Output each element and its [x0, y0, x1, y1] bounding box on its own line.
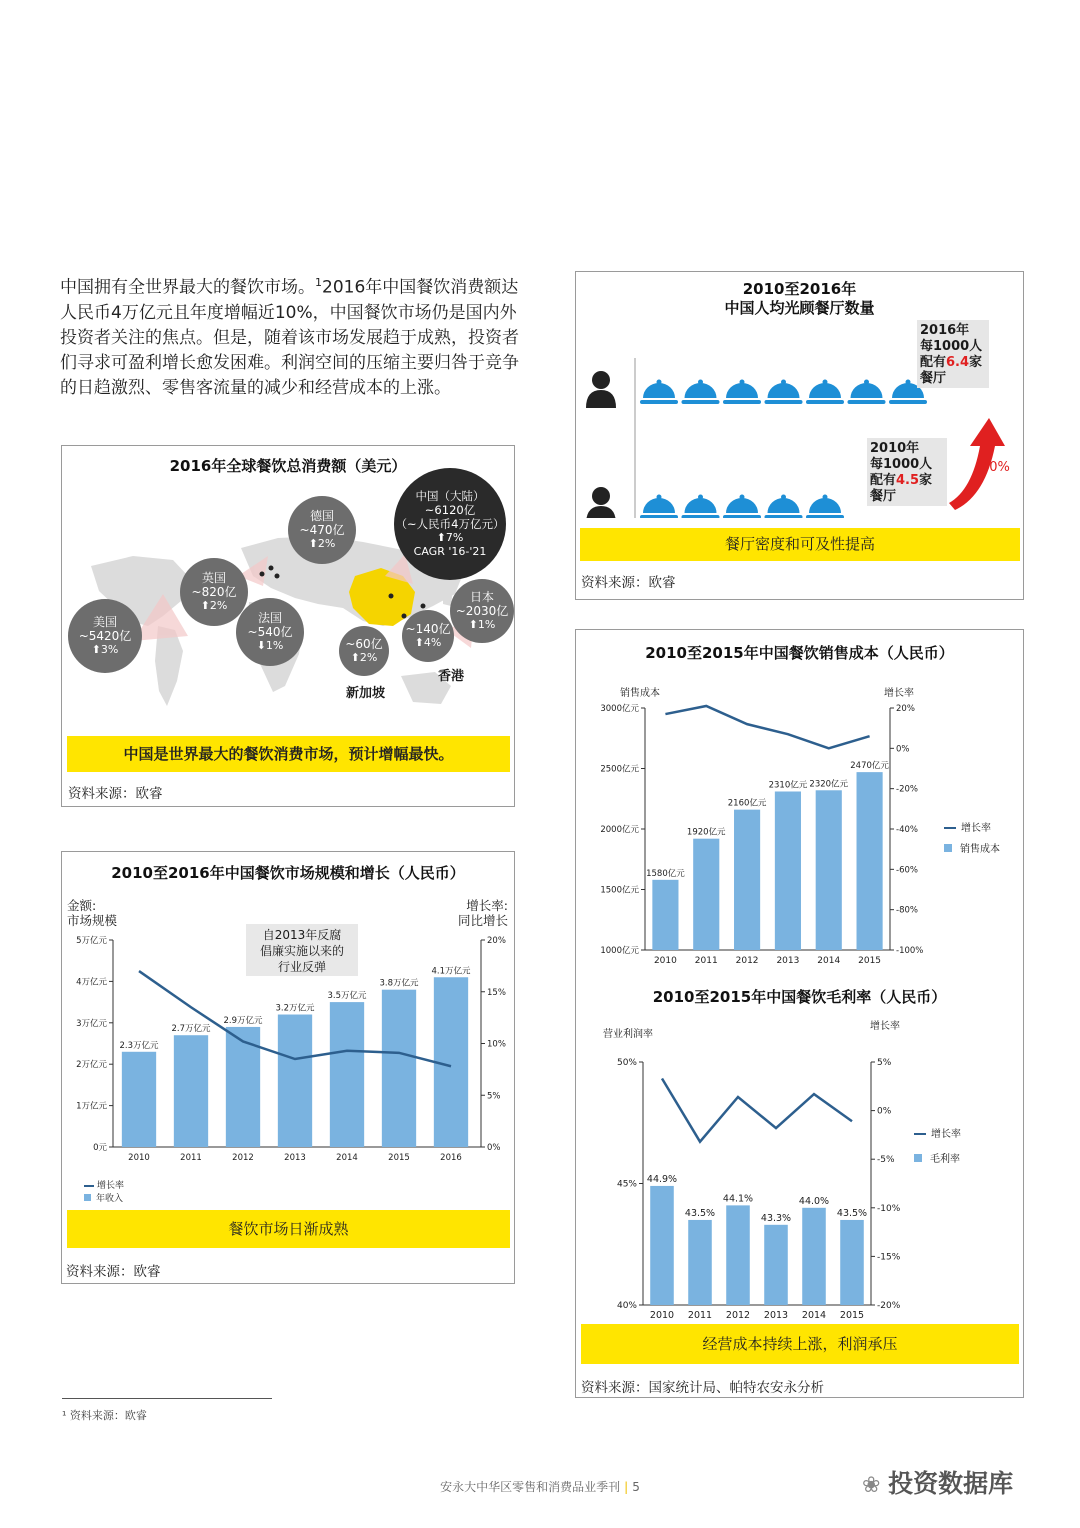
- label-hongkong: 香港: [438, 669, 465, 684]
- global-map-panel: [61, 445, 515, 807]
- bar-2011: [174, 1035, 208, 1147]
- x-tick-label-2015: 2015: [388, 1153, 410, 1163]
- bubble-3-change: ⬆2%: [308, 537, 336, 550]
- right-tick-label: 0%: [487, 1143, 501, 1153]
- right-tick-label: -100%: [896, 946, 924, 956]
- bar-2012: [726, 1205, 750, 1305]
- cost-legend-line-swatch: [944, 827, 956, 829]
- density-source: 资料来源：欧睿: [581, 575, 676, 591]
- intro-text-1: 中国拥有全世界最大的餐饮市场。: [60, 277, 315, 298]
- right-tick-label: 5%: [487, 1091, 501, 1102]
- bar-2011: [693, 839, 719, 950]
- bar-2014: [802, 1208, 826, 1305]
- bar-label-2013: 3.2万亿元: [275, 1003, 315, 1014]
- cloche-icon-2016-2-plate: [723, 400, 761, 404]
- market-legend-line: 增长率: [97, 1181, 125, 1191]
- bubble-5-value: ~2030亿: [455, 604, 509, 618]
- right-tick-label: -40%: [896, 825, 918, 835]
- bubble-2-name: 法国: [257, 611, 282, 625]
- x-tick-label-2014: 2014: [801, 1310, 827, 1320]
- watermark-icon: ❀: [862, 1473, 889, 1498]
- intro-paragraph: [60, 270, 520, 401]
- x-tick-label-2012: 2012: [725, 1310, 751, 1320]
- box-2010-unit: 家: [919, 473, 933, 488]
- right-tick-label: 0%: [896, 744, 910, 755]
- growth-line: [665, 706, 869, 748]
- left-tick-label: 2万亿元: [76, 1060, 107, 1071]
- margin-legend-bar-swatch: [914, 1154, 922, 1162]
- box-2016-unit: 家: [969, 355, 983, 370]
- bar-2013: [278, 1015, 312, 1147]
- bar-2014: [330, 1002, 364, 1147]
- bar-label-2016: 4.1万亿元: [431, 966, 471, 977]
- bubble-2: [236, 598, 304, 666]
- x-tick-label-2013: 2013: [776, 956, 800, 966]
- person-icon-2016-head: [592, 371, 610, 389]
- cost-legend-bar: 销售成本: [960, 844, 1000, 855]
- bar-label-2011: 43.5%: [684, 1207, 716, 1219]
- cloche-icon-2010-1-plate: [682, 515, 720, 518]
- bubble-0-value: ~5420亿: [78, 629, 132, 643]
- legend-line-swatch: [84, 1185, 94, 1187]
- box-2016-have: 配有: [920, 355, 947, 370]
- bubble-6-change: ⬆2%: [350, 651, 378, 664]
- cost-chart-title: 2010至2015年中国餐饮销售成本（人民币）: [645, 644, 954, 662]
- margin-chart-title: 2010至2015年中国餐饮毛利率（人民币）: [652, 988, 947, 1006]
- footer-title: 安永大中华区零售和消费品业季刊: [440, 1480, 621, 1494]
- box-2016-year: 2016年: [920, 323, 970, 338]
- right-tick-label: 10%: [487, 1039, 506, 1050]
- right-tick-label: -15%: [877, 1252, 901, 1263]
- box-2010-per: 每1000人: [870, 457, 933, 472]
- bubble-7-value: ~140亿: [405, 622, 451, 636]
- cloche-icon-2016-2-dome: [726, 383, 758, 398]
- bar-label-2010: 1580亿元: [646, 868, 685, 879]
- cloche-icon-2010-2-dome: [726, 498, 758, 513]
- margin-banner: 经营成本持续上涨，利润承压: [581, 1324, 1019, 1364]
- bubble-7: [402, 610, 454, 662]
- cloche-icon-2016-1-plate: [682, 400, 720, 404]
- cloche-icon-2016-5-plate: [848, 400, 886, 404]
- cloche-icon-2016-3-plate: [765, 400, 803, 404]
- bar-label-2015: 3.8万亿元: [379, 978, 419, 989]
- bubble-3: [288, 496, 356, 564]
- cloche-icon-2016-4-plate: [806, 400, 844, 404]
- market-left-axis-title: [67, 898, 117, 928]
- right-tick-label: 0%: [877, 1106, 892, 1117]
- bubble-2-value: ~540亿: [247, 625, 293, 639]
- left-tick-label: 40%: [616, 1301, 637, 1311]
- box-2010-year: 2010年: [870, 441, 920, 456]
- bubble-4-change: ⬆7%: [436, 531, 464, 544]
- right-tick-label: -5%: [877, 1155, 895, 1166]
- cloche-icon-2010-2-plate: [723, 515, 761, 518]
- person-icon-2010-head: [592, 487, 610, 505]
- footnote-ref: 1: [315, 276, 322, 289]
- margin-legend: [914, 1122, 961, 1172]
- bar-2015: [857, 772, 883, 950]
- market-right-axis-title: [458, 898, 508, 928]
- cloche-icon-2010-3-plate: [765, 515, 803, 518]
- bar-label-2012: 2.9万亿元: [223, 1015, 263, 1026]
- margin-legend-bar: 毛利率: [930, 1154, 960, 1165]
- left-tick-label: 3万亿元: [76, 1018, 107, 1029]
- left-tick-label: 45%: [616, 1179, 637, 1190]
- footnote-rule: [62, 1398, 272, 1399]
- label-singapore: 新加坡: [346, 686, 386, 701]
- cloche-icon-2010-0-plate: [640, 515, 678, 518]
- market-chart: [63, 932, 513, 1232]
- market-chart-title: 2010至2016年中国餐饮市场规模和增长（人民币）: [111, 864, 465, 882]
- bubble-5-change: ⬆1%: [468, 618, 496, 631]
- watermark-text: 投资数据库: [888, 1469, 1014, 1498]
- cloche-icon-2016-0-dome: [643, 383, 675, 398]
- box-2010-noun: 餐厅: [870, 489, 897, 504]
- bar-label-2013: 43.3%: [760, 1212, 792, 1224]
- bar-2010: [652, 880, 678, 950]
- market-banner: 餐饮市场日渐成熟: [67, 1210, 510, 1248]
- bubble-1-name: 英国: [201, 571, 226, 585]
- x-tick-label-2012: 2012: [232, 1153, 254, 1163]
- density-title: [576, 280, 1023, 318]
- left-tick-label: 3000亿元: [600, 704, 639, 714]
- cost-legend: [944, 818, 1000, 860]
- density-panel: [575, 271, 1024, 600]
- x-tick-label-2010: 2010: [128, 1153, 150, 1163]
- cost-legend-bar-swatch: [944, 844, 952, 852]
- bar-label-2012: 44.1%: [722, 1193, 754, 1205]
- market-right-axis-title-2: 同比增长: [457, 913, 508, 928]
- bar-2010: [650, 1186, 674, 1305]
- bar-2014: [816, 790, 842, 950]
- bubble-1: [180, 558, 248, 626]
- left-tick-label: 1000亿元: [600, 946, 639, 956]
- density-title-1: 2010至2016年: [742, 280, 857, 298]
- cost-legend-line: 增长率: [961, 823, 991, 834]
- x-tick-label-2011: 2011: [180, 1153, 202, 1163]
- bubble-6: [339, 626, 389, 676]
- bubble-0: [68, 599, 142, 673]
- global-map-banner: 中国是世界最大的餐饮消费市场，预计增幅最快。: [67, 736, 510, 772]
- cost-left-axis-title: 销售成本: [620, 688, 660, 699]
- box-2010: [867, 438, 947, 506]
- x-tick-label-2012: 2012: [735, 956, 759, 966]
- legend-bar-swatch: [84, 1194, 91, 1201]
- bubble-4-name: 中国（大陆）: [415, 489, 485, 503]
- bubble-4-cagr: CAGR '16-'21: [413, 545, 487, 558]
- box-2010-have: 配有: [870, 473, 897, 488]
- bar-label-2014: 3.5万亿元: [327, 991, 367, 1002]
- bar-label-2014: 44.0%: [798, 1195, 830, 1207]
- x-tick-label-2014: 2014: [817, 956, 841, 966]
- bubble-3-value: ~470亿: [299, 523, 345, 537]
- x-tick-label-2013: 2013: [284, 1153, 306, 1163]
- cloche-icon-2016-5-dome: [851, 383, 883, 398]
- bar-label-2015: 43.5%: [836, 1207, 868, 1219]
- person-icon-2016-body: [586, 390, 616, 408]
- market-callout-line-1: 自2013年反腐: [262, 928, 342, 942]
- left-tick-label: 1500亿元: [600, 885, 639, 896]
- bubble-3-name: 德国: [309, 509, 334, 523]
- bubble-4-value: ~6120亿: [424, 503, 476, 517]
- market-left-axis-title-1: 金额:: [67, 898, 97, 913]
- left-tick-label: 0元: [93, 1143, 107, 1153]
- box-2016-noun: 餐厅: [920, 371, 947, 386]
- market-legend-bar: 年收入: [96, 1194, 124, 1204]
- bubble-1-value: ~820亿: [191, 585, 237, 599]
- bubble-4: [394, 468, 506, 580]
- box-2016-value: 6.4: [946, 355, 970, 370]
- density-banner: 餐厅密度和可及性提高: [580, 528, 1020, 561]
- left-tick-label: 2000亿元: [600, 825, 639, 835]
- x-tick-label-2010: 2010: [653, 956, 677, 966]
- x-tick-label-2015: 2015: [858, 956, 882, 966]
- bubble-5: [450, 579, 514, 643]
- person-icon-2010-body: [586, 506, 616, 518]
- cloche-icon-2010-4-plate: [806, 515, 844, 518]
- cloche-icon-2010-4-dome: [809, 498, 841, 513]
- right-tick-label: -80%: [896, 905, 918, 916]
- market-legend: [84, 1180, 124, 1206]
- margin-left-axis-title: 营业利润率: [603, 1029, 653, 1040]
- right-tick-label: -10%: [877, 1203, 901, 1214]
- bar-2013: [764, 1225, 788, 1305]
- bar-label-2011: 2.7万亿元: [171, 1024, 211, 1035]
- bubble-2-change: ⬇1%: [256, 639, 284, 652]
- market-chart-panel: [61, 851, 515, 1284]
- cloche-icon-2010-3-dome: [768, 498, 800, 513]
- growth-label: 40%: [981, 460, 1010, 475]
- bubble-7-change: ⬆4%: [414, 636, 442, 649]
- right-tick-label: -20%: [896, 784, 918, 795]
- left-tick-label: 50%: [616, 1058, 637, 1068]
- growth-line: [662, 1079, 852, 1142]
- margin-source: 资料来源：国家统计局、帕特农安永分析: [581, 1380, 824, 1396]
- margin-legend-line: 增长率: [931, 1129, 961, 1140]
- footer-page: 5: [632, 1480, 640, 1494]
- density-title-2: 中国人均光顾餐厅数量: [724, 299, 875, 317]
- bubble-0-name: 美国: [92, 615, 117, 629]
- bar-2010: [122, 1052, 156, 1147]
- bar-label-2010: 44.9%: [646, 1173, 678, 1185]
- market-callout-line-2: 倡廉实施以来的: [259, 944, 344, 958]
- cloche-icon-2010-0-dome: [643, 498, 675, 513]
- margin-legend-line-swatch: [914, 1133, 926, 1135]
- box-2010-value: 4.5: [896, 473, 920, 488]
- market-callout-line-3: 行业反弹: [277, 960, 326, 974]
- x-tick-label-2014: 2014: [336, 1153, 358, 1163]
- left-tick-label: 2500亿元: [600, 764, 639, 775]
- market-callout: [246, 924, 358, 976]
- cost-margin-panel: [575, 629, 1024, 1398]
- bubble-5-name: 日本: [469, 590, 494, 604]
- bar-label-2012: 2160亿元: [727, 798, 767, 809]
- bar-label-2013: 2310亿元: [768, 780, 808, 791]
- bar-2013: [775, 791, 801, 950]
- cloche-icon-2016-6-plate: [889, 400, 927, 404]
- box-2016-per: 每1000人: [920, 339, 983, 354]
- bar-2012: [734, 810, 760, 950]
- bar-label-2014: 2320亿元: [809, 779, 849, 790]
- left-tick-label: 1万亿元: [76, 1101, 107, 1112]
- bar-label-2011: 1920亿元: [686, 827, 726, 838]
- right-tick-label: 20%: [896, 704, 915, 714]
- bar-2015: [840, 1220, 864, 1305]
- footer-separator: |: [624, 1480, 629, 1494]
- market-right-axis-title-1: 增长率:: [466, 898, 508, 913]
- x-tick-label-2016: 2016: [440, 1153, 462, 1163]
- footnote: ¹ 资料来源：欧睿: [62, 1409, 147, 1422]
- right-tick-label: 15%: [487, 987, 506, 998]
- margin-right-axis-title: 增长率: [870, 1021, 900, 1032]
- bubble-1-change: ⬆2%: [200, 599, 228, 612]
- x-tick-label-2015: 2015: [839, 1310, 865, 1320]
- cloche-icon-2010-1-dome: [685, 498, 717, 513]
- x-tick-label-2011: 2011: [687, 1310, 713, 1320]
- bar-label-2015: 2470亿元: [850, 761, 889, 772]
- right-tick-label: 20%: [487, 936, 506, 946]
- cloche-icon-2016-4-dome: [809, 383, 841, 398]
- cloche-icon-2016-0-plate: [640, 400, 678, 404]
- global-map-title: 2016年全球餐饮总消费额（美元）: [169, 457, 407, 475]
- bar-2011: [688, 1220, 712, 1305]
- right-tick-label: -20%: [877, 1301, 901, 1311]
- watermark: [862, 1464, 1013, 1500]
- bar-label-2010: 2.3万亿元: [119, 1040, 159, 1051]
- global-map-source: 资料来源：欧睿: [68, 786, 163, 802]
- box-2016: [917, 320, 989, 388]
- x-tick-label-2013: 2013: [763, 1310, 789, 1320]
- x-tick-label-2010: 2010: [649, 1310, 675, 1320]
- intro-text-2: 2016年中国餐饮消费额达人民币4万亿元且年度增幅近10%，中国餐饮市场仍是国内外投资者关注的焦点。但是，随着该市场发展趋于成熟，投资者们寻求可盈利增长愈发困难。利润空间的压缩主要归咎于竞争的日趋激烈、零售客流量的减少和经营成本的上涨。: [60, 277, 519, 398]
- bubble-0-change: ⬆3%: [91, 643, 119, 656]
- right-tick-label: -60%: [896, 865, 918, 876]
- x-tick-label-2011: 2011: [694, 956, 718, 966]
- left-tick-label: 5万亿元: [76, 936, 107, 946]
- market-left-axis-title-2: 市场规模: [67, 913, 118, 928]
- bubble-4-note: （~人民币4万亿元）: [395, 517, 505, 531]
- left-tick-label: 4万亿元: [76, 977, 107, 988]
- margin-chart: [577, 1040, 1022, 1320]
- market-source: 资料来源：欧睿: [66, 1264, 161, 1280]
- cost-right-axis-title: 增长率: [884, 688, 914, 699]
- cloche-icon-2016-1-dome: [685, 383, 717, 398]
- cloche-icon-2016-3-dome: [768, 383, 800, 398]
- right-tick-label: 5%: [877, 1058, 892, 1068]
- bar-2015: [382, 990, 416, 1147]
- bubble-6-value: ~60亿: [345, 637, 383, 651]
